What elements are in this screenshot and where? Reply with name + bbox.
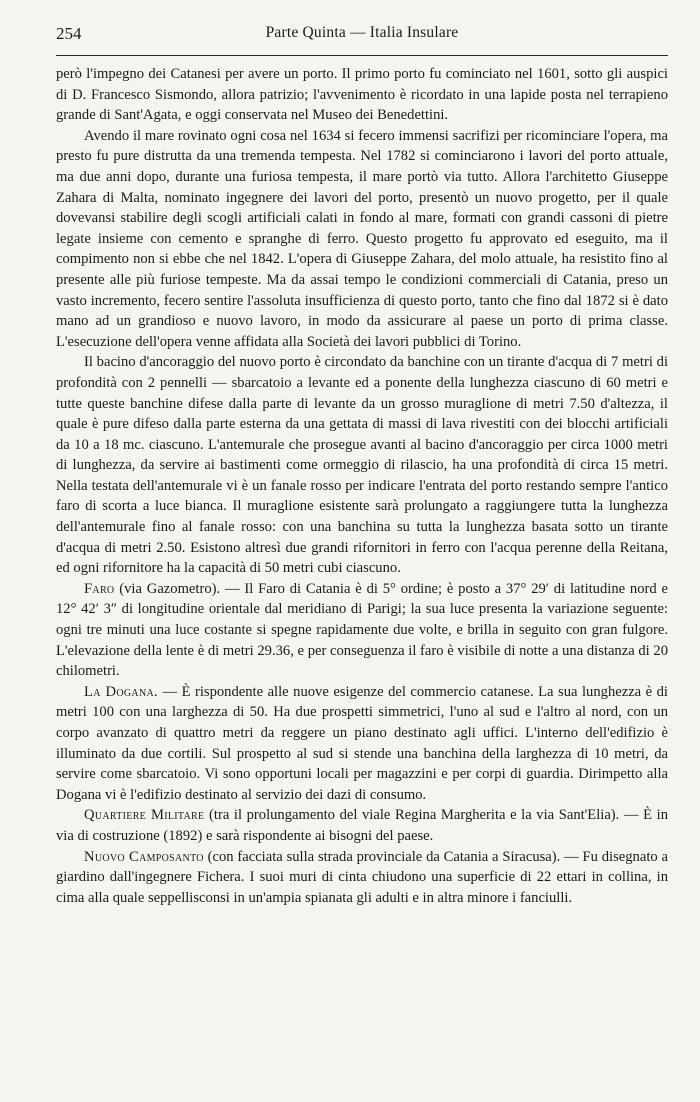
paragraph-port-continued [56,64,668,126]
paragraph-port-history [56,126,668,353]
paragraph-camposanto [56,847,668,909]
section-heading-dogana: La Dogana. [84,683,158,700]
paragraph-quartiere [56,805,668,846]
page-number: 254 [56,24,82,43]
paragraph-text: (via Gazometro). — Il Faro di Catania è di 5° ordine; è posto a 37° 29′ di latitudine nord e 12° 42′ 3″ di longitudine orientale dal meridiano di Parigi; la sua luce presenta la variazione seguente: ogni tre minuti una luce costante si spegne rapidamente due volte, e brilla in seguito con gran fulgore. L'elevazione della lente è di metri 29.36, e per conseguenza il faro è visibile di notte a una distanza di 20 chilometri. [56,580,668,680]
section-heading-faro: Faro [84,580,115,597]
page-header [56,24,668,48]
paragraph-text: (con facciata sulla strada provinciale da Catania a Siracusa). — Fu disegnato a giardino dall'ingegnere Fichera. I suoi muri di cinta chiudono una superficie di 22 ettari in collina, in cima alla quale seppellisconsi in un'ampia spianata gli adulti e in altra minore i fanciulli. [56,848,668,906]
running-title: Parte Quinta — Italia Insulare [265,24,459,41]
body-text [56,64,668,908]
section-heading-quartiere: Quartiere Militare [84,807,205,824]
paragraph-text: — È rispondente alle nuove esigenze del commercio catanese. La sua lunghezza è di metri 100 con una larghezza di 50. Ha due prospetti simmetrici, l'uno al sud e l'altro al nord, con un corpo avanzato di quattro metri da reggere un piano destinato agli uffici. L'interno dell'edifizio è illuminato da due cortili. Sul prospetto al sud si stende una banchina della larghezza di 10 metri, da servire come sbarcatoio. Vi sono opportuni locali per magazzini e per corpi di guardia. Dirimpetto alla Dogana vi è l'edifizio destinato al servizio dei dazi di consumo. [56,683,668,803]
paragraph-text: però l'impegno dei Catanesi per avere un porto. Il primo porto fu cominciato nel 1601, sotto gli auspici di D. Francesco Sismondo, allora patrizio; l'avvenimento è ricordato in una lapide posta nel terrapieno grande di Sant'Agata, e oggi conservata nel Museo dei Benedettini. [56,66,668,124]
paragraph-anchorage [56,352,668,579]
paragraph-text: Avendo il mare rovinato ogni cosa nel 1634 si fecero immensi sacrifizi per ricominciare l'opera, ma presto fu pure distrutta da una tremenda tempesta. Nel 1782 si cominciarono i lavori del porto attuale, ma due anni dopo, durante una furiosa tempesta, il mare portò via tutto. Allora l'architetto Giuseppe Zahara di Malta, nominato ingegnere dei lavori del porto, presentò un nuovo progetto, per il quale dovevansi stabilire degli scogli artificiali calati in fondo al mare, formati con grandi cassoni di pietre legate insieme con cemento e spranghe di ferro. Questo progetto fu approvato ed eseguito, ma il compimento non si ebbe che nel 1842. L'opera di Giuseppe Zahara, del molo attuale, ha resistito fino al presente alle più furiose tempeste. Ma da assai tempo le condizioni commerciali di Catania, preso un vasto incremento, fecero sentire l'assoluta insufficienza di questo porto, tanto che fino dal 1872 si è dato mano ad un grandioso e nuovo lavoro, in modo da assicurare al paese un porto di prima classe. L'esecuzione dell'opera venne affidata alla Società dei lavori pubblici di Torino. [56,127,668,350]
section-heading-camposanto: Nuovo Camposanto [84,848,204,865]
paragraph-dogana [56,682,668,806]
paragraph-text: (tra il prolungamento del viale Regina Margherita e la via Sant'Elia). — È in via di costruzione (1892) e sarà rispondente ai bisogni del paese. [56,807,668,844]
paragraph-faro [56,579,668,682]
header-rule [56,55,668,56]
paragraph-text: Il bacino d'ancoraggio del nuovo porto è circondato da banchine con un tirante d'acqua di 7 metri di profondità con 2 pennelli — sbarcatoio a levante ed a ponente della lunghezza ciascuno di 60 metri e tutte queste banchine difese dalla parte di levante da un grosso muraglione di metri 7.50 d'altezza, il quale è pure difeso dalla parte esterna da una gettata di massi di lava rivestiti con dei blocchi artificiali da 10 a 18 mc. ciascuno. L'antemurale che prosegue avanti al bacino d'ancoraggio per circa 1000 metri di lunghezza, da servire ai bastimenti come ormeggio di rilascio, ha una profondità di circa 15 metri. Nella testata dell'antemurale vi è un fanale rosso per indicare l'entrata del porto restando sempre l'antico faro di scorta a luce bianca. Il muraglione esistente sarà prolungato a raggiungere tutta la lunghezza dell'antemurale fino al fanale rosso: con una banchina su tutta la lunghezza basata sotto un tirante d'acqua di metri 2.50. Esistono altresì due grandi rifornitori in ferro con l'acqua perenne della Reitana, ed ogni rifornitore ha la capacità di 50 metri cubi ciascuno. [56,354,668,577]
